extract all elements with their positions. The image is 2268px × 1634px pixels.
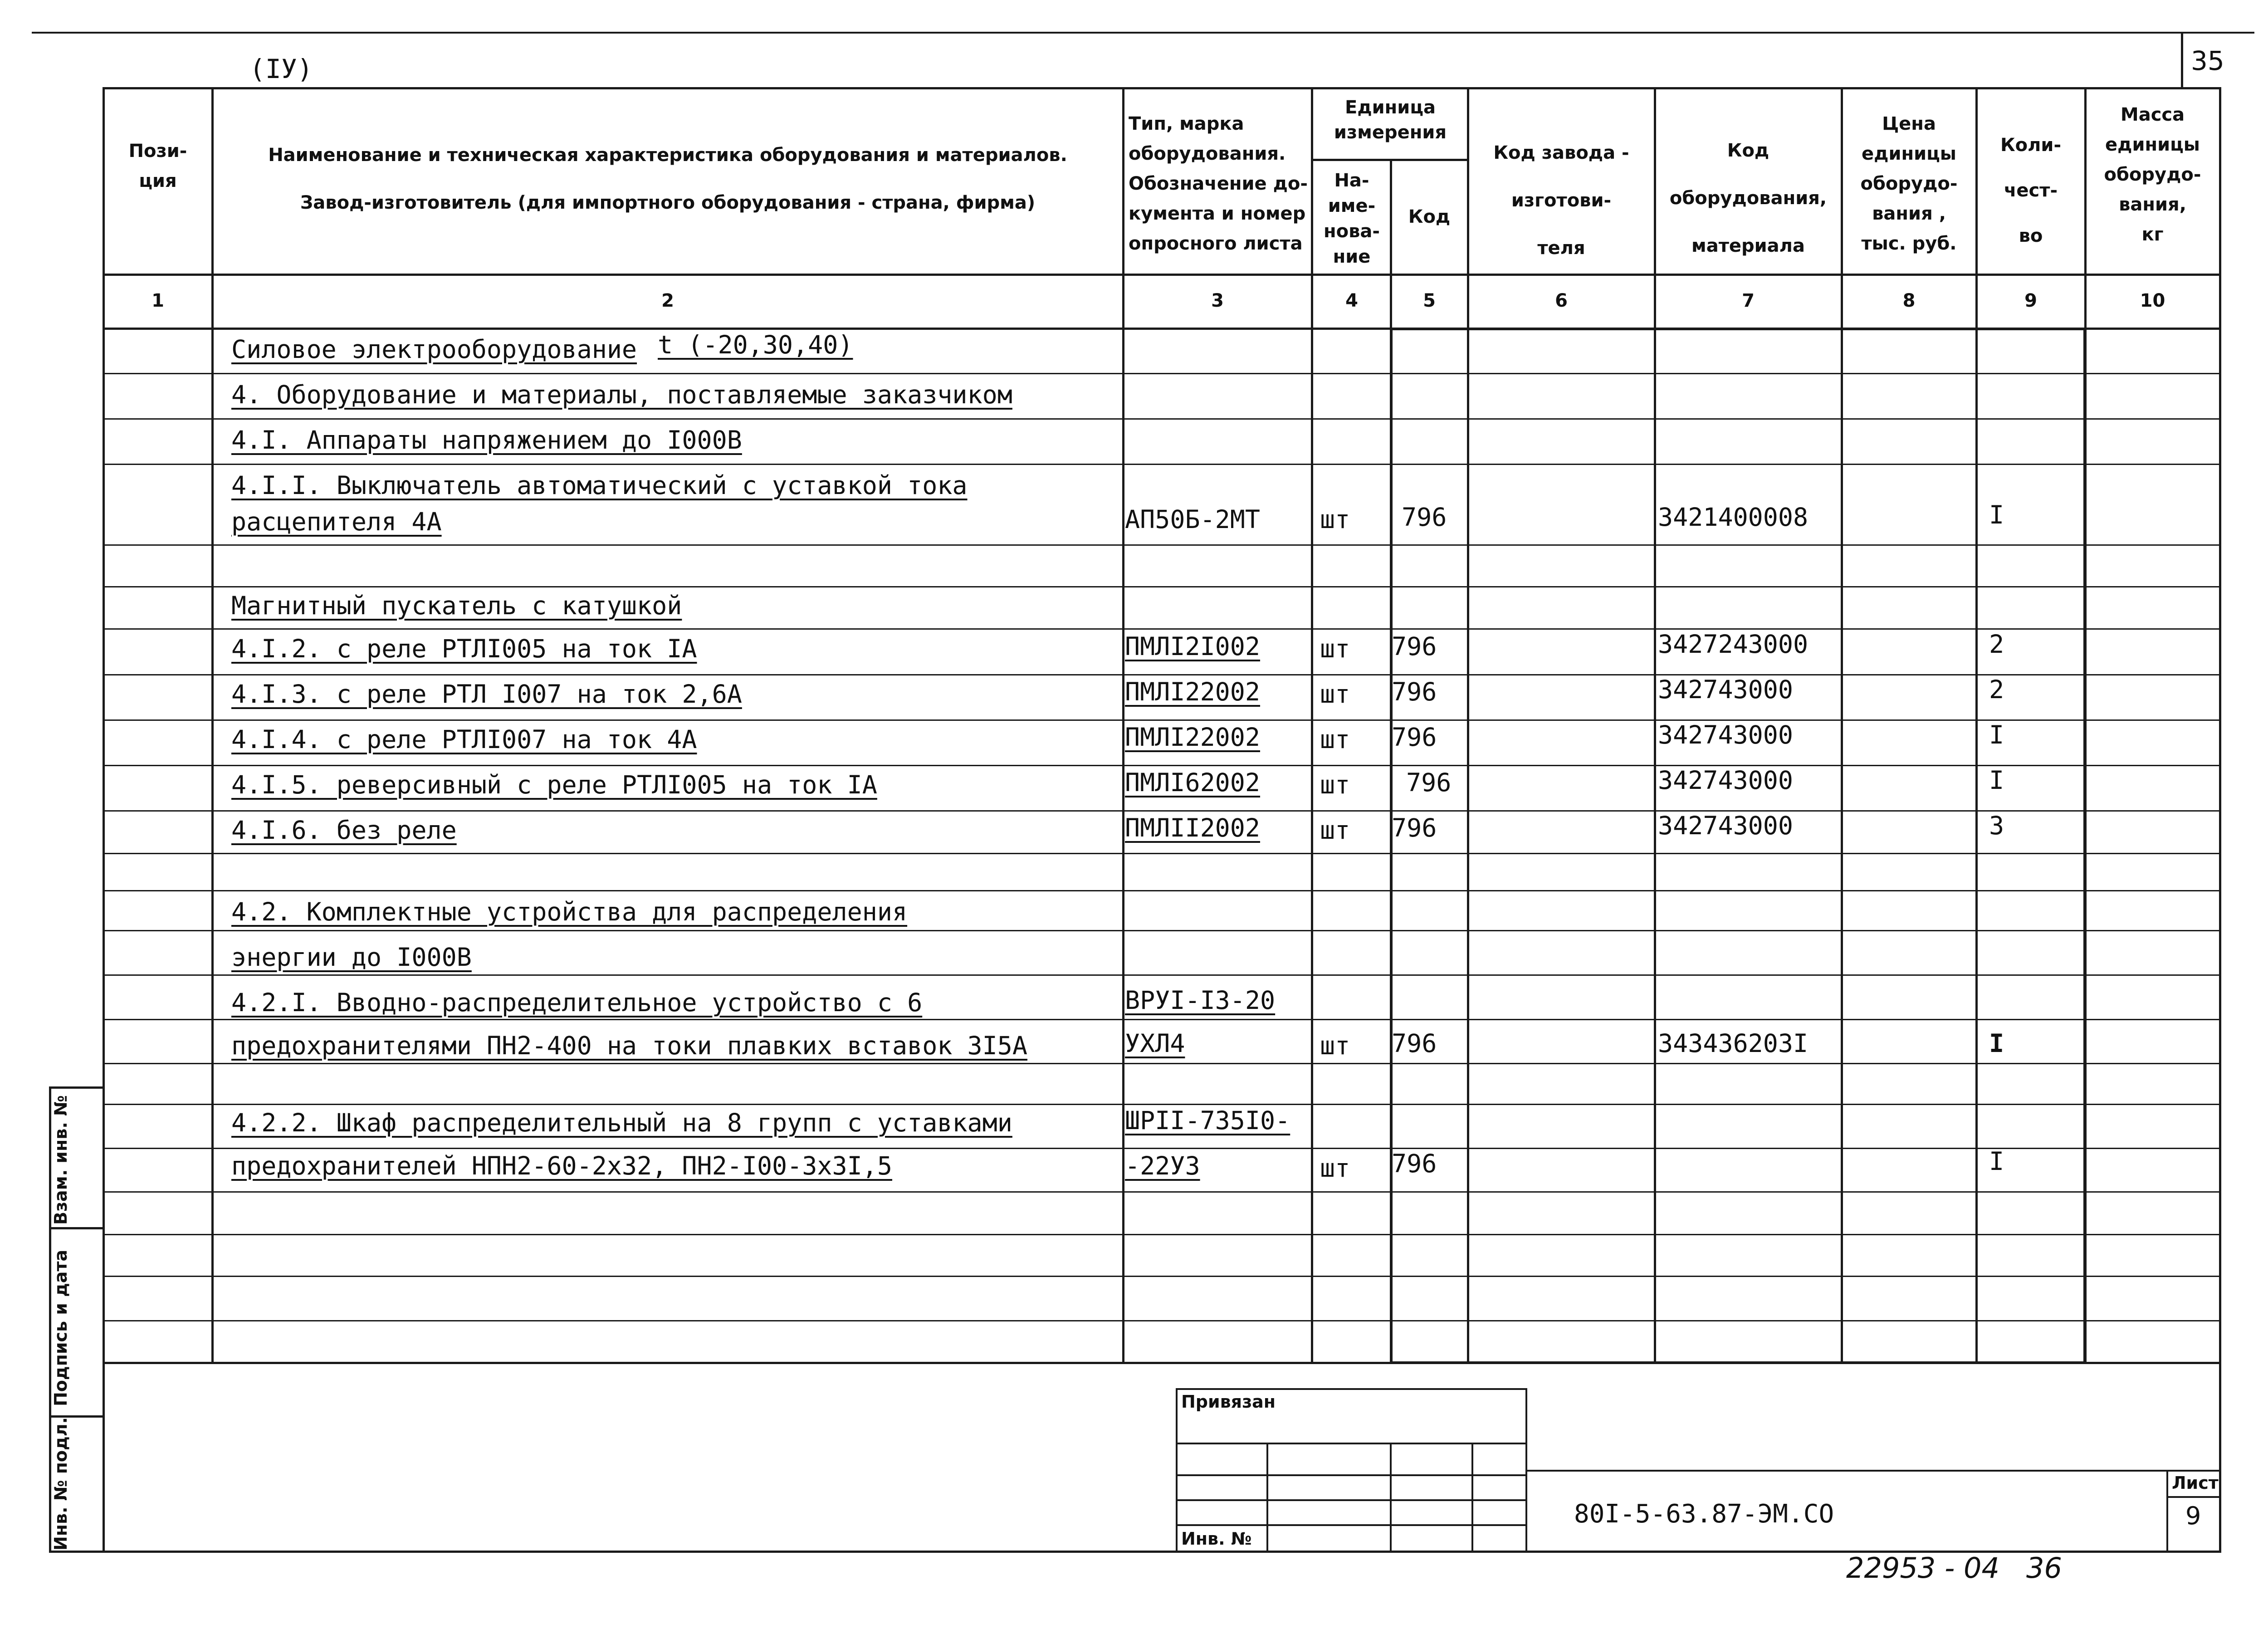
item-material-code: 343436203I	[1658, 1029, 1809, 1058]
item-type: ПМЛI2I002	[1125, 632, 1261, 661]
item-material-code: 3421400008	[1658, 503, 1809, 532]
titleblock-right	[2219, 1362, 2221, 1553]
data-block-frame	[1390, 328, 2086, 1364]
header-col-8: Цена единицы оборудо- вания , тыс. руб.	[1860, 113, 1958, 254]
item-unit-code: 796	[1406, 768, 1452, 797]
item-material-code: 342743000	[1658, 766, 1794, 795]
header-col-2: Наименование и техническая характеристика оборудования и материалов. Завод-изготовитель (для импортного оборудования - страна, фирма)	[268, 145, 1067, 213]
item-unit-code: 796	[1392, 677, 1437, 706]
item-description: расцепителя 4А	[231, 507, 442, 536]
item-description: предохранителей НПН2-60-2х32, ПН2-I00-3х3I,5	[231, 1151, 892, 1180]
item-description: 4.I.6. без реле	[231, 816, 457, 845]
item-unit: шт	[1320, 680, 1350, 709]
side-vzam: Взам. инв. №	[51, 1095, 71, 1225]
stamp-line	[1176, 1524, 1527, 1526]
item-unit-code: 796	[1392, 1149, 1437, 1178]
item-unit-code: 796	[1392, 813, 1437, 842]
header-col-10: Масса единицы оборудо- вания, кг	[2104, 104, 2201, 245]
item-type: ПМЛII2002	[1125, 813, 1261, 842]
item-unit-code: 796	[1392, 723, 1437, 752]
col-line	[1311, 87, 1313, 1364]
item-quantity: I	[1989, 500, 2004, 529]
page-number-box-left	[2181, 32, 2183, 88]
header-bottom-line	[103, 274, 2221, 276]
item-type: ПМЛI22002	[1125, 723, 1261, 752]
item-unit-code: 796	[1392, 1029, 1437, 1058]
side-inv-podl: Инв. № подл.	[51, 1417, 71, 1551]
sheet-box-left	[2166, 1470, 2168, 1551]
stamp-vline	[1266, 1443, 1268, 1551]
item-quantity: I	[1989, 1029, 2004, 1058]
col-number: 6	[1555, 290, 1568, 311]
col-line	[103, 87, 105, 1364]
header-col-7: Код оборудования, материала	[1669, 140, 1827, 256]
section-temperature: t (-20,30,40)	[658, 330, 853, 359]
section-title: Силовое электрооборудование	[231, 335, 637, 364]
stamp-line	[1176, 1474, 1527, 1476]
item-type: УХЛ4	[1125, 1029, 1185, 1058]
item-type: ПМЛI22002	[1125, 677, 1261, 706]
item-unit-code: 796	[1392, 632, 1437, 661]
header-col-5: Код	[1408, 206, 1451, 227]
item-quantity: 2	[1989, 630, 2004, 659]
inv-label: Инв. №	[1181, 1529, 1252, 1549]
col-number: 1	[152, 290, 164, 311]
item-description: 4.I.I. Выключатель автоматический с уставкой тока	[231, 471, 968, 500]
side-strip-line	[49, 1086, 103, 1089]
col-number: 7	[1742, 290, 1755, 311]
item-description: 4.I.4. с реле РТЛI007 на ток 4А	[231, 725, 697, 754]
item-type: ВРУI-I3-20	[1125, 986, 1276, 1015]
item-description: 4.2.2. Шкаф распределительный на 8 групп с уставками	[231, 1108, 1012, 1137]
col-number: 9	[2024, 290, 2037, 311]
item-unit: шт	[1320, 1031, 1350, 1060]
sheet-box-divider	[2166, 1496, 2220, 1498]
item-description: 4.I.2. с реле РТЛI005 на ток IА	[231, 634, 697, 663]
col-line	[1122, 87, 1124, 1364]
item-unit: шт	[1320, 770, 1350, 799]
item-unit: шт	[1320, 816, 1350, 845]
stamp-line	[1176, 1443, 1527, 1444]
stamp-line	[1176, 1499, 1527, 1501]
item-description: предохранителями ПН2-400 на токи плавких вставок 3I5А	[231, 1031, 1027, 1060]
item-quantity: I	[1989, 720, 2004, 749]
col-line	[2219, 87, 2221, 1364]
col-line	[211, 87, 214, 1364]
item-description: 4.2.I. Вводно-распределительное устройство с 6	[231, 988, 923, 1017]
item-material-code: 342743000	[1658, 675, 1794, 704]
header-col-6: Код завода - изготови- теля	[1493, 142, 1629, 259]
item-type: АП50Б-2МТ	[1125, 505, 1261, 534]
item-material-code: 342743000	[1658, 811, 1794, 840]
col-number: 2	[661, 290, 674, 311]
item-type: ШРII-735I0-	[1125, 1106, 1290, 1135]
col-number: 3	[1211, 290, 1224, 311]
group-heading: Магнитный пускатель с катушкой	[231, 591, 682, 620]
titleblock-left	[103, 1362, 105, 1553]
item-unit: шт	[1320, 505, 1350, 534]
section-heading: 4. Оборудование и материалы, поставляемые заказчиком	[231, 380, 1012, 409]
header-unit-group: Единица измерения	[1334, 97, 1447, 143]
item-description: 4.I.3. с реле РТЛ I007 на ток 2,6А	[231, 680, 742, 709]
col-number: 8	[1902, 290, 1916, 311]
code-box-top	[1527, 1470, 2219, 1472]
col-number: 10	[2140, 290, 2165, 311]
item-unit: шт	[1320, 634, 1350, 663]
item-quantity: I	[1989, 766, 2004, 795]
col-number: 4	[1345, 290, 1358, 311]
header-col-3: Тип, марка оборудования. Обозначение до- кумента и номер опросного листа	[1129, 113, 1308, 254]
subsection-heading: энергии до I000В	[231, 943, 472, 972]
top-rule	[32, 32, 2254, 34]
item-type: ПМЛI62002	[1125, 768, 1261, 797]
footer-reference: 22953 - 04 36	[1846, 1551, 2062, 1585]
privyazan-box	[1176, 1388, 1527, 1551]
side-strip-line	[49, 1551, 103, 1553]
col-number: 5	[1423, 290, 1436, 311]
item-material-code: 3427243000	[1658, 630, 1809, 659]
item-quantity: I	[1989, 1147, 2004, 1176]
sheet-label: Лист	[2172, 1473, 2219, 1493]
item-unit: шт	[1320, 725, 1350, 754]
stamp-vline	[1390, 1443, 1392, 1551]
item-unit-code: 796	[1402, 503, 1447, 532]
item-quantity: 3	[1989, 811, 2004, 840]
header-col-4: На- име- нова- ние	[1323, 170, 1380, 267]
side-strip-line	[49, 1227, 103, 1229]
item-type: -22У3	[1125, 1151, 1200, 1180]
side-podpis: Подпись и дата	[51, 1249, 71, 1406]
variant-label: (IУ)	[249, 54, 313, 84]
privyazan-label: Привязан	[1181, 1392, 1276, 1412]
item-unit: шт	[1320, 1154, 1350, 1183]
document-code: 80I-5-63.87-ЭМ.СО	[1574, 1499, 1834, 1529]
page-number-top: 35	[2191, 45, 2224, 76]
header-col-9: Коли- чест- во	[2000, 135, 2062, 246]
item-description: 4.I.5. реверсивный с реле РТЛI005 на ток IА	[231, 770, 877, 799]
header-col-1: Пози- ция	[128, 141, 187, 191]
subsection-heading: 4.2. Комплектные устройства для распределения	[231, 897, 908, 926]
stamp-vline	[1471, 1443, 1473, 1551]
table-top-line	[103, 87, 2221, 89]
sheet-number: 9	[2185, 1502, 2201, 1530]
subsection-heading: 4.I. Аппараты напряжением до I000В	[231, 426, 742, 455]
item-quantity: 2	[1989, 675, 2004, 704]
item-material-code: 342743000	[1658, 720, 1794, 749]
